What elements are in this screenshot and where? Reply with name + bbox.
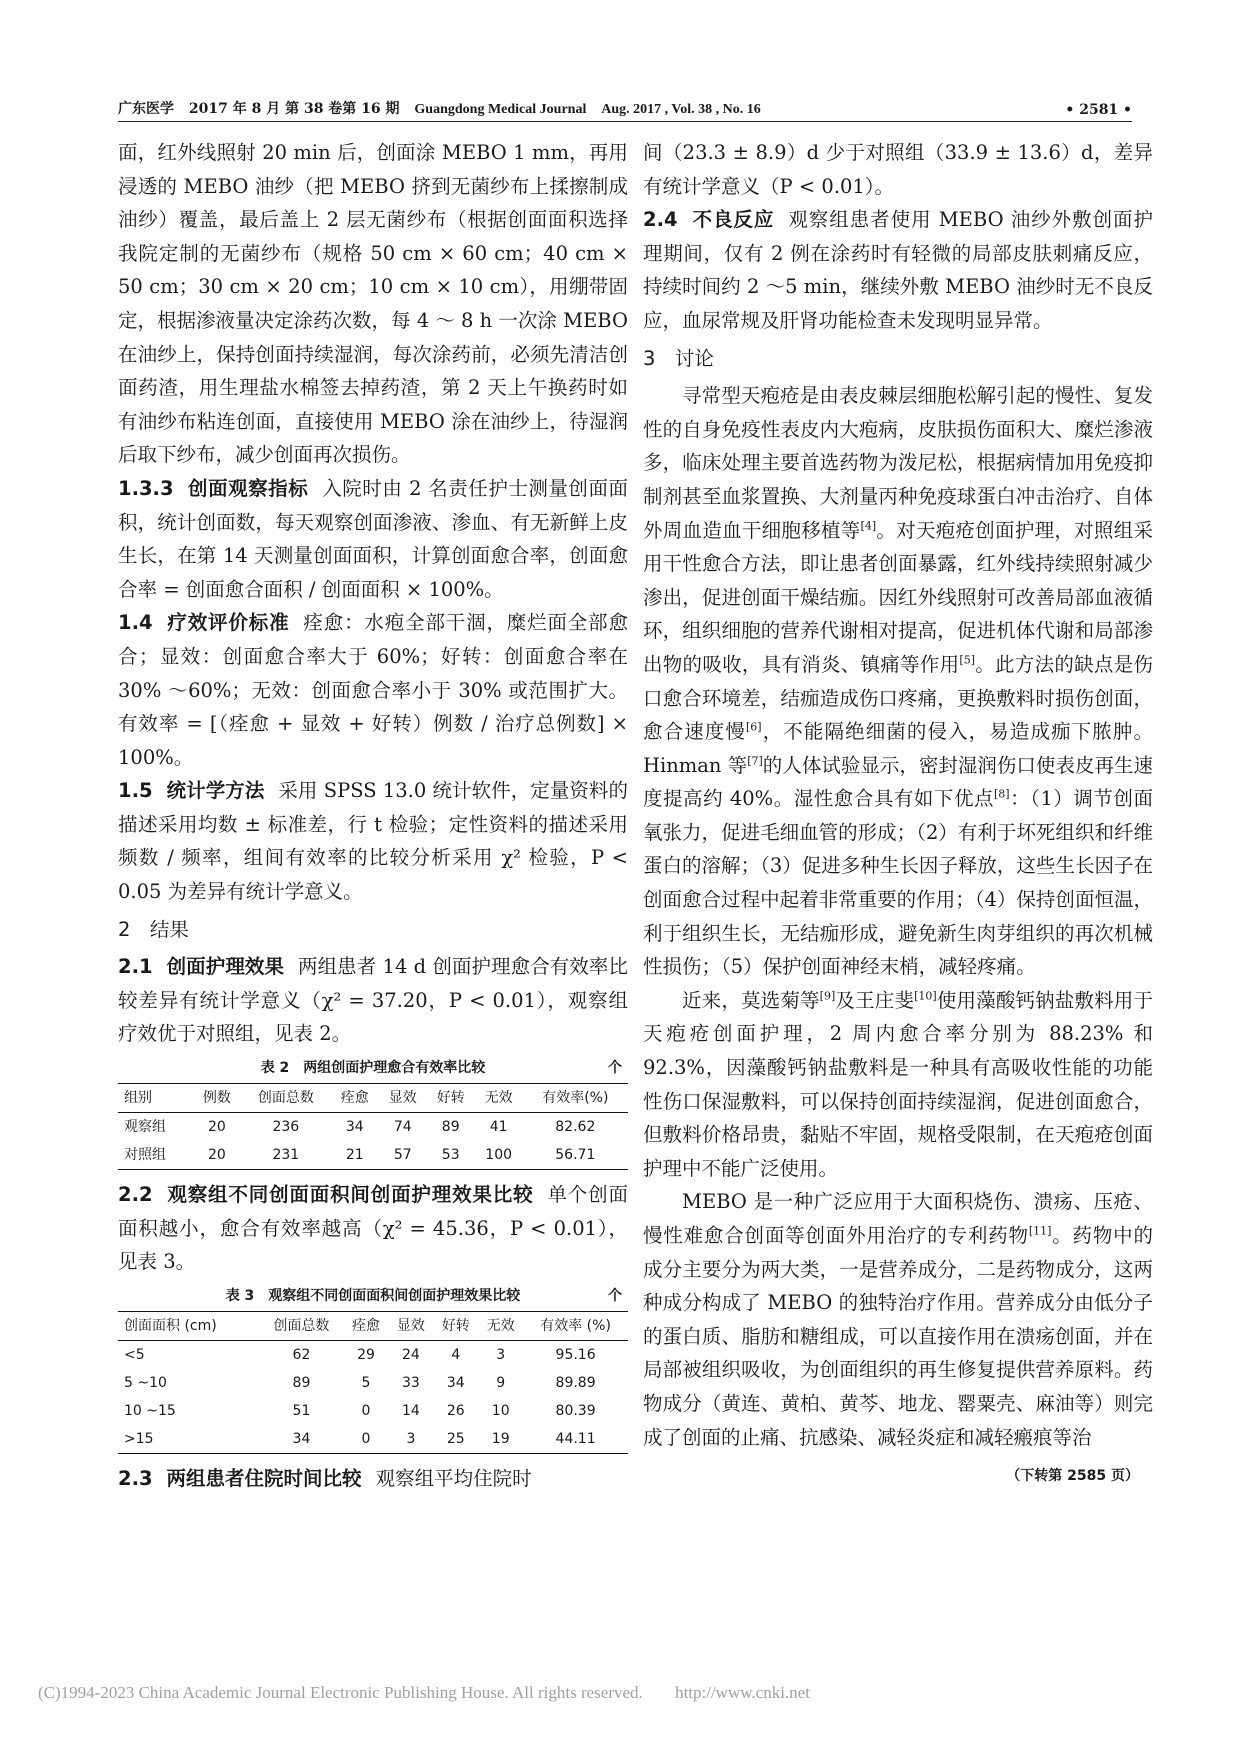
table-row: [118, 1340, 628, 1369]
section-label: 1.4: [118, 611, 153, 635]
table-cell: 34: [292, 1430, 311, 1447]
table-cell: 62: [292, 1346, 311, 1363]
citation: [11]: [1028, 1224, 1052, 1238]
table-header-cell: 创面面积 (cm): [124, 1317, 217, 1334]
text-run: 。此方法的缺点是伤口愈合环境差，结痂造成伤口疼痛，更换敷料时损伤创面，愈合速度慢: [643, 652, 1153, 744]
section-label: 2.3: [118, 1466, 153, 1490]
paragraph-continued: 间（23.3 ± 8.9）d 少于对照组（33.9 ± 13.6）d，差异有统计学意义（P < 0.01）。: [643, 141, 1153, 198]
text-run: 及王庄斐: [835, 988, 915, 1012]
section-text: 观察组平均住院时: [375, 1466, 532, 1490]
table-2: [118, 1083, 628, 1170]
section-text: 痊愈：水疱全部干涸，糜烂面全部愈合；显效：创面愈合率大于 60%；好转：创面愈合率在 30% ～60%；无效：创面愈合率小于 30% 或范围扩大。有效率 = [（痊愈 + 显效 + 好转）例数 / 治疗总例数] × 100%。: [118, 611, 628, 769]
section-text: 单个创面面积越小，愈合有效率越高（χ² = 45.36，P < 0.01），见表 3。: [118, 1183, 628, 1274]
text-run: 。药物中的成分主要分为两大类，一是营养成分，二是药物成分，这两种成分构成了 MEBO 的独特治疗作用。营养成分由低分子的蛋白质、脂肪和糖组成，可以直接作用在溃疡创面，并在局部被组织吸收，为创面组织的再生修复提供营养原料。药物成分（黄连、黄柏、黄芩、地龙、罂粟壳、麻油等）则完成了创面的止痛、抗感染、减轻炎症和减轻瘢痕等治: [643, 1224, 1153, 1449]
citation: [5]: [959, 653, 975, 667]
table-caption-text: 表 2 两组创面护理愈合有效率比较: [260, 1060, 486, 1077]
footer-url: http://www.cnki.net: [675, 1683, 810, 1702]
table-row: [118, 1141, 628, 1170]
text-run: ，不能隔绝细菌的侵入，易造成痂下脓肿。Hinman 等: [643, 720, 1153, 777]
copyright-footer: [38, 1683, 810, 1703]
table-unit: 个: [608, 1287, 622, 1304]
table-cell: 3: [406, 1430, 416, 1447]
header-issue-cn: 2017 年 8 月 第 38 卷第 16 期: [188, 101, 400, 117]
table-cell: 0: [361, 1402, 371, 1419]
table-cell: 观察组: [124, 1119, 166, 1136]
left-column: [118, 136, 628, 1495]
table-cell: 9: [496, 1374, 506, 1391]
table-cell: 51: [292, 1402, 311, 1419]
section-2-4: [643, 203, 1153, 337]
text-run: 寻常型天疱疮是由表皮棘层细胞松解引起的慢性、复发性的自身免疫性表皮内大疱病，皮肤损伤面积大、糜烂渗液多，临床处理主要首选药物为泼尼松，根据病情加用免疫抑制剂甚至血浆置换、大剂量丙种免疫球蛋白冲击治疗、自体外周血造血干细胞移植等: [643, 384, 1153, 542]
table-header-cell: 无效: [484, 1090, 513, 1107]
citation: [4]: [860, 519, 877, 533]
table-header-row: [118, 1084, 628, 1113]
table-cell: 25: [446, 1430, 465, 1447]
continued-note: （下转第 2585 页）: [1006, 1468, 1139, 1485]
section-2-3: [118, 1462, 628, 1496]
copyright-text: (C)1994-2023 China Academic Journal Electronic Publishing House. All rights reserved.: [38, 1683, 643, 1702]
table-header-cell: 创面总数: [273, 1317, 330, 1334]
text-run: MEBO 是一种广泛应用于大面积烧伤、溃疡、压疮、慢性难愈合创面等创面外用治疗的专利药物: [643, 1190, 1153, 1247]
table-cell: 4: [451, 1346, 461, 1363]
table-cell: 10: [491, 1402, 510, 1419]
header-journal-en: Guangdong Medical Journal: [414, 102, 587, 117]
table-cell: 24: [401, 1346, 420, 1363]
table-cell: 100: [485, 1147, 513, 1164]
table-3: [118, 1311, 628, 1454]
table-cell: 95.16: [555, 1346, 596, 1363]
table-cell: 10 ~15: [124, 1402, 176, 1419]
section-text: 两组患者 14 d 创面护理愈合有效率比较差异有统计学意义（χ² = 37.20，P < 0.01），观察组疗效优于对照组，见表 2。: [118, 955, 628, 1046]
table-caption-text: 表 3 观察组不同创面面积间创面护理效果比较: [225, 1287, 521, 1304]
text-run: ：（1）调节创面氧张力，促进毛细血管的形成；（2）有利于坏死组织和纤维蛋白的溶解；（3）促进多种生长因子释放，这些生长因子在创面愈合过程中起着非常重要的作用；（4）保持创面恒温，利于组织生长，无结痂形成，避免新生肉芽组织的再次机械性损伤；（5）保护创面神经末梢，减轻疼痛。: [643, 787, 1153, 979]
section-1-5: [118, 774, 628, 908]
header-journal-cn: 广东医学: [118, 101, 174, 117]
citation: [9]: [819, 989, 836, 1003]
table-cell: 89: [441, 1119, 460, 1136]
section-text: 采用 SPSS 13.0 统计软件，定量资料的描述采用均数 ± 标准差，行 t 检验；定性资料的描述采用频数 / 频率，组间有效率的比较分析采用 χ² 检验，P < 0.05 为差异有统计学意义。: [118, 779, 628, 904]
table-cell: 236: [272, 1119, 300, 1136]
citation: [7]: [747, 754, 763, 768]
table-row: [118, 1425, 628, 1454]
table-cell: 26: [446, 1402, 465, 1419]
table-cell: 0: [361, 1430, 371, 1447]
section-heading-discussion: 3 讨论: [643, 346, 714, 370]
table-cell: 19: [491, 1430, 510, 1447]
section-1-4: [118, 606, 628, 774]
table-header-cell: 组别: [124, 1090, 152, 1107]
section-heading-results: 2 结果: [118, 917, 189, 941]
section-title: 统计学方法: [166, 779, 265, 803]
section-label: 1.3.3: [118, 476, 174, 500]
citation: [10]: [914, 989, 937, 1003]
table-header-cell: 有效率(%): [542, 1090, 609, 1107]
section-1-3-3: [118, 472, 628, 606]
discussion-paragraph-3: [643, 1185, 1153, 1454]
table-row: [118, 1113, 628, 1142]
table-header-cell: 痊愈: [352, 1317, 380, 1334]
table-cell: 56.71: [555, 1147, 596, 1164]
header-left: [118, 98, 771, 118]
section-label: 2.1: [118, 955, 153, 979]
section-label: 2.4: [643, 208, 678, 232]
header-issue-en: Aug. 2017 , Vol. 38 , No. 16: [601, 102, 761, 117]
table-header-cell: 显效: [388, 1090, 417, 1107]
section-2-2: [118, 1178, 628, 1279]
table-cell: 对照组: [124, 1147, 166, 1164]
table-cell: 34: [345, 1119, 364, 1136]
table-header-row: [118, 1311, 628, 1340]
table-cell: 5 ~10: [124, 1374, 167, 1391]
table-cell: >15: [124, 1430, 154, 1447]
section-title: 两组患者住院时间比较: [166, 1466, 362, 1490]
section-text: 观察组患者使用 MEBO 油纱外敷创面护理期间，仅有 2 例在涂药时有轻微的局部皮肤刺痛反应，持续时间约 2 ～5 min，继续外敷 MEBO 油纱时无不良反应，血尿常规及肝肾功能检查未发现明显异常。: [643, 208, 1153, 332]
discussion-paragraph-1: [643, 379, 1153, 984]
table-cell: 3: [496, 1346, 506, 1363]
discussion-paragraph-2: [643, 984, 1153, 1186]
table-cell: 33: [401, 1374, 420, 1391]
spacer: [118, 1454, 628, 1462]
section-title: 创面护理效果: [166, 955, 285, 979]
section-title: 创面观察指标: [187, 476, 309, 500]
spacer: [118, 1170, 628, 1178]
table-row: [118, 1369, 628, 1397]
table-cell: 14: [401, 1402, 420, 1419]
table-cell: 34: [446, 1374, 465, 1391]
table-cell: 89: [292, 1374, 311, 1391]
table-2-caption: [118, 1057, 628, 1079]
table-unit: 个: [608, 1060, 622, 1077]
section-title: 观察组不同创面面积间创面护理效果比较: [166, 1183, 534, 1207]
page-number: • 2581 •: [1065, 102, 1132, 118]
table-cell: 41: [489, 1119, 508, 1136]
table-cell: 80.39: [555, 1402, 596, 1419]
table-header-cell: 显效: [396, 1317, 425, 1334]
table-cell: 29: [357, 1346, 375, 1363]
text-run: 的人体试验显示，密封湿润伤口使表皮再生速度提高约 40%。湿性愈合具有如下优点: [643, 753, 1153, 811]
table-header-cell: 创面总数: [257, 1090, 314, 1107]
citation: [8]: [994, 787, 1010, 801]
table-header-cell: 有效率 (%): [540, 1317, 611, 1334]
table-cell: 231: [272, 1147, 300, 1164]
table-cell: 74: [393, 1119, 412, 1136]
table-row: [118, 1397, 628, 1425]
table-cell: 44.11: [555, 1430, 596, 1447]
table-cell: 20: [208, 1147, 226, 1164]
section-label: 1.5: [118, 779, 153, 803]
table-header-cell: 好转: [441, 1317, 470, 1334]
section-title: 疗效评价标准: [166, 611, 290, 635]
table-cell: 89.89: [555, 1374, 596, 1391]
table-header-cell: 无效: [486, 1317, 515, 1334]
table-header-cell: 例数: [202, 1090, 231, 1107]
table-cell: 53: [441, 1147, 460, 1164]
table-cell: 57: [393, 1147, 412, 1164]
running-header: [118, 96, 1132, 122]
section-2-1: [118, 950, 628, 1051]
table-cell: 21: [345, 1147, 364, 1164]
table-cell: 20: [208, 1119, 226, 1136]
table-header-cell: 痊愈: [340, 1090, 369, 1107]
table-cell: 5: [361, 1374, 371, 1391]
text-run: 使用藻酸钙钠盐敷料用于天疱疮创面护理，2 周内愈合率分别为 88.23% 和 92.3%，因藻酸钙钠盐敷料是一种具有高吸收性能的功能性伤口保湿敷料，可以保持创面持续湿润，促进创面愈合，但敷料价格昂贵，黏贴不牢固，规格受限制，在天疱疮创面护理中不能广泛使用。: [643, 988, 1153, 1180]
table-cell: 82.62: [555, 1119, 596, 1136]
table-3-caption: [118, 1285, 628, 1307]
right-column: [643, 136, 1153, 1494]
table-header-cell: 好转: [436, 1090, 465, 1107]
text-run: 近来，莫选菊等: [682, 988, 820, 1012]
section-label: 2.2: [118, 1183, 153, 1207]
table-cell: <5: [124, 1346, 145, 1363]
text-run: 。对天疱疮创面护理，对照组采用干性愈合方法，即让患者创面暴露，红外线持续照射减少渗出，促进创面干燥结痂。因红外线照射可改善局部血液循环，组织细胞的营养代谢相对提高，促进机体代谢和局部渗出物的吸收，具有消炎、镇痛等作用: [643, 518, 1153, 676]
paragraph-intro: 面，红外线照射 20 min 后，创面涂 MEBO 1 mm，再用浸透的 MEBO 油纱（把 MEBO 挤到无菌纱布上揉擦制成油纱）覆盖，最后盖上 2 层无菌纱布（根据创面面积选择我院定制的无菌纱布（规格 50 cm × 60 cm；40 cm × 50 cm；30 cm × 20 cm；10 cm × 10 cm），用绷带固定，根据渗液量决定涂药次数，每 4 ～ 8 h 一次涂 MEBO 在油纱上，保持创面持续湿润，每次涂药前，必须先清洁创面药渣，用生理盐水棉签去掉药渣，第 2 天上午换药时如有油纱布粘连创面，直接使用 MEBO 涂在油纱上，待湿润后取下纱布，减少创面再次损伤。: [118, 141, 628, 467]
citation: [6]: [746, 720, 762, 734]
section-text: 入院时由 2 名责任护士测量创面面积，统计创面数，每天观察创面渗液、渗血、有无新鲜上皮生长，在第 14 天测量创面面积，计算创面愈合率，创面愈合率 = 创面愈合面积 / 创面面积 × 100%。: [118, 476, 628, 601]
section-title: 不良反应: [691, 208, 775, 232]
